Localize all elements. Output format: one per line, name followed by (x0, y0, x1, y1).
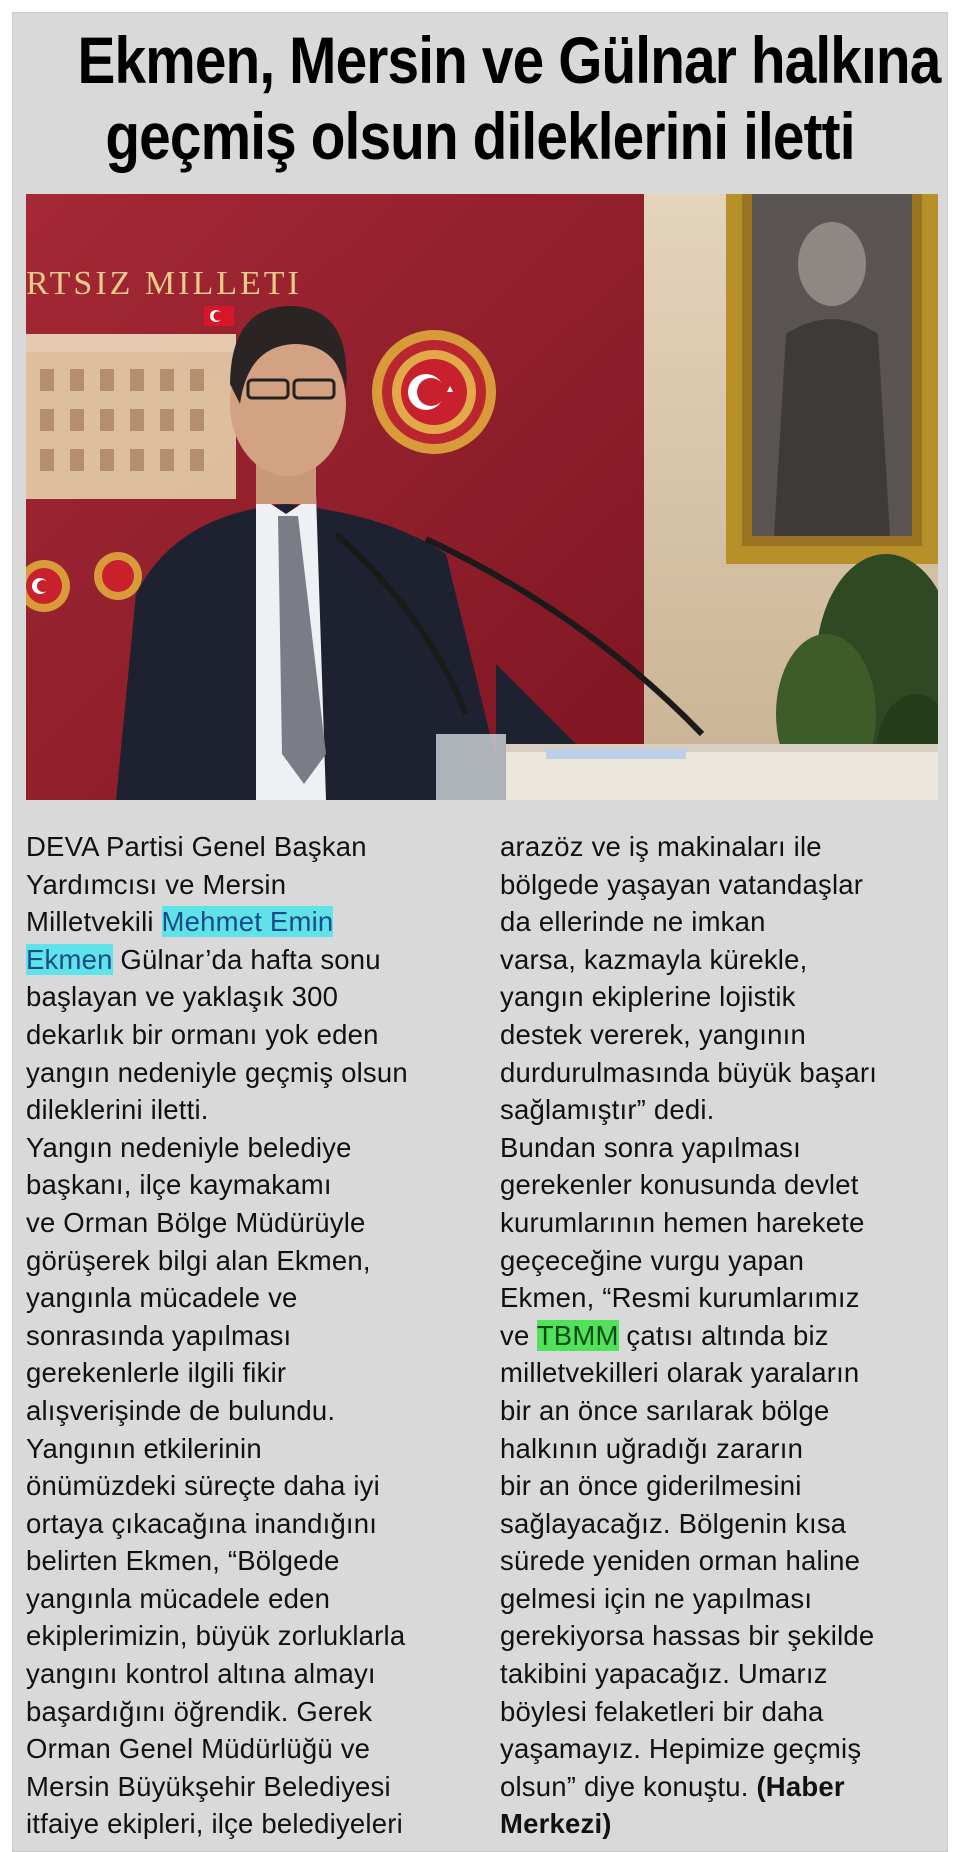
headline (77, 22, 941, 174)
left-paragraph-1 (26, 828, 466, 1129)
portrait-frame-icon (726, 194, 938, 564)
byline: (Haber Merkezi) (500, 1770, 845, 1840)
banner-text: RTSIZ MILLETI (26, 265, 302, 302)
right-paragraph-1: arazöz ve iş makinaları ile bölgede yaşayan vatandaşlar da ellerinde ne imkan varsa, kazmayla kürekle, yangın ekiplerine lojistik destek vererek, yangının durdurulmasında büyük başarı sağlamıştır” dedi. (500, 831, 878, 1126)
right-p2-text-a: Bundan sonra yapılması gerekenler konusunda devlet kurumlarının hemen harekete geçeceğine vurgu yapan Ekmen, “Resmi kurumlarımız ve (500, 1131, 865, 1351)
right-paragraph-2 (500, 1129, 940, 1843)
left-p1-text-b: Gülnar’da hafta sonu başlayan ve yaklaşık 300 dekarlık bir ormanı yok eden yangın nedeniyle geçmiş olsun dileklerini iletti. (26, 943, 408, 1126)
left-paragraph-3: Yangının etkilerinin önümüzdeki süreçte daha iyi ortaya çıkacağına inandığını belirten Ekmen, “Bölgede yangınla mücadele eden ekiplerimizin, büyük zorluklarla yangını kontrol altına almayı başardığını öğrendik. Gerek Orman Genel Müdürlüğü ve Mersin Büyükşehir Belediyesi itfaiye ekipleri, ilçe belediyeleri (26, 1432, 406, 1840)
headline-line-2: geçmiş olsun dileklerini iletti (105, 99, 855, 173)
left-p1-text-a: DEVA Partisi Genel Başkan Yardımcısı ve Mersin Milletvekili (26, 831, 367, 938)
parliament-emblem-icon (372, 330, 496, 454)
turkish-flag-icon (204, 306, 234, 326)
right-p2-text-b: çatısı altında biz milletvekilleri olarak yaraların bir an önce sarılarak bölge halkının uğradığı zararın bir an önce giderilmesini sağlayacağız. Bölgenin kısa sürede yeniden orman haline gelmesi için ne yapılması gerekiyorsa hassas bir şekilde takibini yapacağız. Umarız böylesi felaketleri bir daha yaşamayız. Hepimize geçmiş olsun” diye konuştu. (500, 1319, 875, 1802)
highlight-name-1: Mehmet Emin (161, 906, 334, 938)
article-right-column (500, 828, 940, 1843)
headline-line-1: Ekmen, Mersin ve Gülnar halkına (77, 23, 941, 97)
highlight-tbmm: TBMM (536, 1319, 619, 1351)
article-left-column (26, 828, 466, 1843)
left-paragraph-2: Yangın nedeniyle belediye başkanı, ilçe kaymakamı ve Orman Bölge Müdürüyle görüşerek bilgi alan Ekmen, yangınla mücadele ve sonrasında yapılması gerekenlerle ilgili fikir alışverişinde de bulundu. (26, 1131, 371, 1426)
highlight-name-2: Ekmen (26, 943, 113, 975)
article-photo (26, 194, 938, 800)
